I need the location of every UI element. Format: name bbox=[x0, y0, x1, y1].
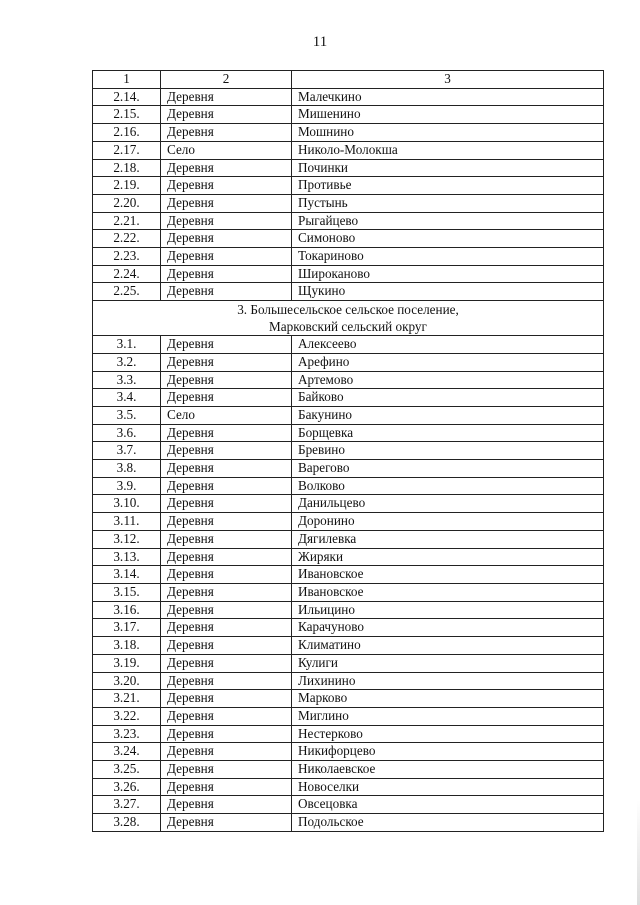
settlement-type-cell: Деревня bbox=[161, 601, 292, 619]
row-number-cell: 3.20. bbox=[93, 672, 161, 690]
row-number-cell: 3.26. bbox=[93, 778, 161, 796]
header-cell-number: 1 bbox=[93, 71, 161, 89]
settlement-type-cell: Деревня bbox=[161, 778, 292, 796]
row-number-cell: 2.18. bbox=[93, 159, 161, 177]
row-number-cell: 3.5. bbox=[93, 406, 161, 424]
settlement-type-cell: Деревня bbox=[161, 106, 292, 124]
table-row bbox=[93, 336, 604, 354]
table-row bbox=[93, 371, 604, 389]
table-row bbox=[93, 141, 604, 159]
table-row bbox=[93, 230, 604, 248]
table-row bbox=[93, 283, 604, 301]
settlement-type-cell: Деревня bbox=[161, 814, 292, 832]
row-number-cell: 3.14. bbox=[93, 566, 161, 584]
row-number-cell: 2.15. bbox=[93, 106, 161, 124]
settlement-type-cell: Деревня bbox=[161, 690, 292, 708]
settlement-type-cell: Деревня bbox=[161, 230, 292, 248]
settlement-type-cell: Деревня bbox=[161, 442, 292, 460]
settlement-type-cell: Деревня bbox=[161, 159, 292, 177]
settlement-type-cell: Деревня bbox=[161, 513, 292, 531]
settlement-name-cell: Арефино bbox=[292, 353, 604, 371]
row-number-cell: 3.6. bbox=[93, 424, 161, 442]
table-row bbox=[93, 406, 604, 424]
section-heading-cell bbox=[93, 301, 604, 336]
row-number-cell: 3.10. bbox=[93, 495, 161, 513]
row-number-cell: 2.17. bbox=[93, 141, 161, 159]
row-number-cell: 3.11. bbox=[93, 513, 161, 531]
section-heading-line1: 3. Большесельское сельское поселение, bbox=[237, 302, 459, 318]
settlement-name-cell: Ивановское bbox=[292, 566, 604, 584]
row-number-cell: 3.17. bbox=[93, 619, 161, 637]
table-row bbox=[93, 477, 604, 495]
settlement-name-cell: Борщевка bbox=[292, 424, 604, 442]
table-row bbox=[93, 761, 604, 779]
row-number-cell: 3.24. bbox=[93, 743, 161, 761]
settlement-type-cell: Деревня bbox=[161, 637, 292, 655]
table-row bbox=[93, 513, 604, 531]
table-row bbox=[93, 743, 604, 761]
table-row bbox=[93, 672, 604, 690]
settlement-type-cell: Деревня bbox=[161, 566, 292, 584]
table-header-row bbox=[93, 71, 604, 89]
settlement-name-cell: Противье bbox=[292, 177, 604, 195]
row-number-cell: 3.4. bbox=[93, 389, 161, 407]
table-row bbox=[93, 159, 604, 177]
row-number-cell: 3.13. bbox=[93, 548, 161, 566]
settlement-name-cell: Николаевское bbox=[292, 761, 604, 779]
settlement-type-cell: Деревня bbox=[161, 743, 292, 761]
settlement-type-cell: Деревня bbox=[161, 672, 292, 690]
row-number-cell: 3.19. bbox=[93, 654, 161, 672]
settlement-name-cell: Карачуново bbox=[292, 619, 604, 637]
settlement-name-cell: Байково bbox=[292, 389, 604, 407]
table-row bbox=[93, 106, 604, 124]
settlement-type-cell: Деревня bbox=[161, 530, 292, 548]
table-row bbox=[93, 548, 604, 566]
settlement-type-cell: Деревня bbox=[161, 761, 292, 779]
settlement-name-cell: Широканово bbox=[292, 265, 604, 283]
table-row bbox=[93, 619, 604, 637]
settlement-type-cell: Деревня bbox=[161, 707, 292, 725]
row-number-cell: 3.1. bbox=[93, 336, 161, 354]
row-number-cell: 2.20. bbox=[93, 194, 161, 212]
table-row bbox=[93, 194, 604, 212]
settlement-name-cell: Подольское bbox=[292, 814, 604, 832]
table-row bbox=[93, 353, 604, 371]
settlement-type-cell: Деревня bbox=[161, 248, 292, 266]
settlement-name-cell: Малечкино bbox=[292, 88, 604, 106]
table-row bbox=[93, 424, 604, 442]
table-body bbox=[93, 71, 604, 832]
table-row bbox=[93, 814, 604, 832]
settlement-name-cell: Дягилевка bbox=[292, 530, 604, 548]
settlement-name-cell: Волково bbox=[292, 477, 604, 495]
row-number-cell: 2.19. bbox=[93, 177, 161, 195]
table-row bbox=[93, 637, 604, 655]
row-number-cell: 3.22. bbox=[93, 707, 161, 725]
table-row bbox=[93, 654, 604, 672]
settlement-type-cell: Деревня bbox=[161, 124, 292, 142]
row-number-cell: 2.23. bbox=[93, 248, 161, 266]
header-cell-name: 3 bbox=[292, 71, 604, 89]
settlement-name-cell: Рыгайцево bbox=[292, 212, 604, 230]
settlement-name-cell: Варегово bbox=[292, 460, 604, 478]
settlement-name-cell: Миглино bbox=[292, 707, 604, 725]
settlements-table bbox=[92, 70, 604, 832]
section-heading-line2: Марковский сельский округ bbox=[269, 319, 427, 335]
row-number-cell: 3.16. bbox=[93, 601, 161, 619]
table-row bbox=[93, 460, 604, 478]
table-row bbox=[93, 248, 604, 266]
header-cell-type: 2 bbox=[161, 71, 292, 89]
row-number-cell: 2.24. bbox=[93, 265, 161, 283]
row-number-cell: 3.12. bbox=[93, 530, 161, 548]
row-number-cell: 3.7. bbox=[93, 442, 161, 460]
table-row bbox=[93, 796, 604, 814]
settlement-type-cell: Деревня bbox=[161, 194, 292, 212]
settlement-name-cell: Мошнино bbox=[292, 124, 604, 142]
settlement-type-cell: Деревня bbox=[161, 548, 292, 566]
table-row bbox=[93, 778, 604, 796]
settlement-type-cell: Деревня bbox=[161, 265, 292, 283]
row-number-cell: 3.18. bbox=[93, 637, 161, 655]
settlement-type-cell: Деревня bbox=[161, 583, 292, 601]
settlement-type-cell: Деревня bbox=[161, 619, 292, 637]
settlement-type-cell: Деревня bbox=[161, 88, 292, 106]
row-number-cell: 2.16. bbox=[93, 124, 161, 142]
settlement-name-cell: Бакунино bbox=[292, 406, 604, 424]
table-row bbox=[93, 389, 604, 407]
settlement-type-cell: Деревня bbox=[161, 725, 292, 743]
settlement-type-cell: Деревня bbox=[161, 424, 292, 442]
table-row bbox=[93, 265, 604, 283]
settlements-table-container bbox=[92, 70, 603, 832]
settlement-name-cell: Нестерково bbox=[292, 725, 604, 743]
row-number-cell: 3.23. bbox=[93, 725, 161, 743]
settlement-type-cell: Деревня bbox=[161, 389, 292, 407]
settlement-name-cell: Никифорцево bbox=[292, 743, 604, 761]
settlement-type-cell: Деревня bbox=[161, 353, 292, 371]
settlement-name-cell: Климатино bbox=[292, 637, 604, 655]
table-row bbox=[93, 601, 604, 619]
row-number-cell: 3.27. bbox=[93, 796, 161, 814]
settlement-name-cell: Ильицино bbox=[292, 601, 604, 619]
page-number: 11 bbox=[312, 34, 328, 50]
table-row bbox=[93, 530, 604, 548]
settlement-name-cell: Починки bbox=[292, 159, 604, 177]
settlement-type-cell: Село bbox=[161, 141, 292, 159]
settlement-type-cell: Деревня bbox=[161, 796, 292, 814]
settlement-name-cell: Жиряки bbox=[292, 548, 604, 566]
settlement-name-cell: Артемово bbox=[292, 371, 604, 389]
row-number-cell: 3.21. bbox=[93, 690, 161, 708]
table-row bbox=[93, 566, 604, 584]
settlement-type-cell: Деревня bbox=[161, 371, 292, 389]
settlement-name-cell: Доронино bbox=[292, 513, 604, 531]
table-row bbox=[93, 124, 604, 142]
settlement-name-cell: Николо-Молокша bbox=[292, 141, 604, 159]
table-row bbox=[93, 88, 604, 106]
settlement-name-cell: Новоселки bbox=[292, 778, 604, 796]
row-number-cell: 3.3. bbox=[93, 371, 161, 389]
settlement-name-cell: Щукино bbox=[292, 283, 604, 301]
settlement-name-cell: Мишенино bbox=[292, 106, 604, 124]
settlement-name-cell: Марково bbox=[292, 690, 604, 708]
section-heading-row bbox=[93, 301, 604, 336]
settlement-name-cell: Бревино bbox=[292, 442, 604, 460]
settlement-name-cell: Данильцево bbox=[292, 495, 604, 513]
table-row bbox=[93, 707, 604, 725]
row-number-cell: 3.28. bbox=[93, 814, 161, 832]
table-row bbox=[93, 212, 604, 230]
settlement-name-cell: Пустынь bbox=[292, 194, 604, 212]
settlement-name-cell: Токариново bbox=[292, 248, 604, 266]
settlement-name-cell: Ивановское bbox=[292, 583, 604, 601]
row-number-cell: 2.25. bbox=[93, 283, 161, 301]
table-row bbox=[93, 177, 604, 195]
settlement-name-cell: Алексеево bbox=[292, 336, 604, 354]
settlement-name-cell: Кулиги bbox=[292, 654, 604, 672]
row-number-cell: 3.2. bbox=[93, 353, 161, 371]
settlement-type-cell: Деревня bbox=[161, 477, 292, 495]
row-number-cell: 3.8. bbox=[93, 460, 161, 478]
settlement-type-cell: Деревня bbox=[161, 283, 292, 301]
table-row bbox=[93, 583, 604, 601]
settlement-name-cell: Лихинино bbox=[292, 672, 604, 690]
settlement-type-cell: Деревня bbox=[161, 177, 292, 195]
settlement-type-cell: Деревня bbox=[161, 495, 292, 513]
row-number-cell: 3.9. bbox=[93, 477, 161, 495]
row-number-cell: 2.21. bbox=[93, 212, 161, 230]
settlement-name-cell: Симоново bbox=[292, 230, 604, 248]
settlement-type-cell: Деревня bbox=[161, 336, 292, 354]
table-row bbox=[93, 690, 604, 708]
settlement-type-cell: Деревня bbox=[161, 212, 292, 230]
settlement-type-cell: Деревня bbox=[161, 460, 292, 478]
row-number-cell: 2.22. bbox=[93, 230, 161, 248]
table-row bbox=[93, 442, 604, 460]
row-number-cell: 3.15. bbox=[93, 583, 161, 601]
row-number-cell: 2.14. bbox=[93, 88, 161, 106]
table-row bbox=[93, 725, 604, 743]
settlement-name-cell: Овсецовка bbox=[292, 796, 604, 814]
row-number-cell: 3.25. bbox=[93, 761, 161, 779]
table-row bbox=[93, 495, 604, 513]
settlement-type-cell: Село bbox=[161, 406, 292, 424]
settlement-type-cell: Деревня bbox=[161, 654, 292, 672]
